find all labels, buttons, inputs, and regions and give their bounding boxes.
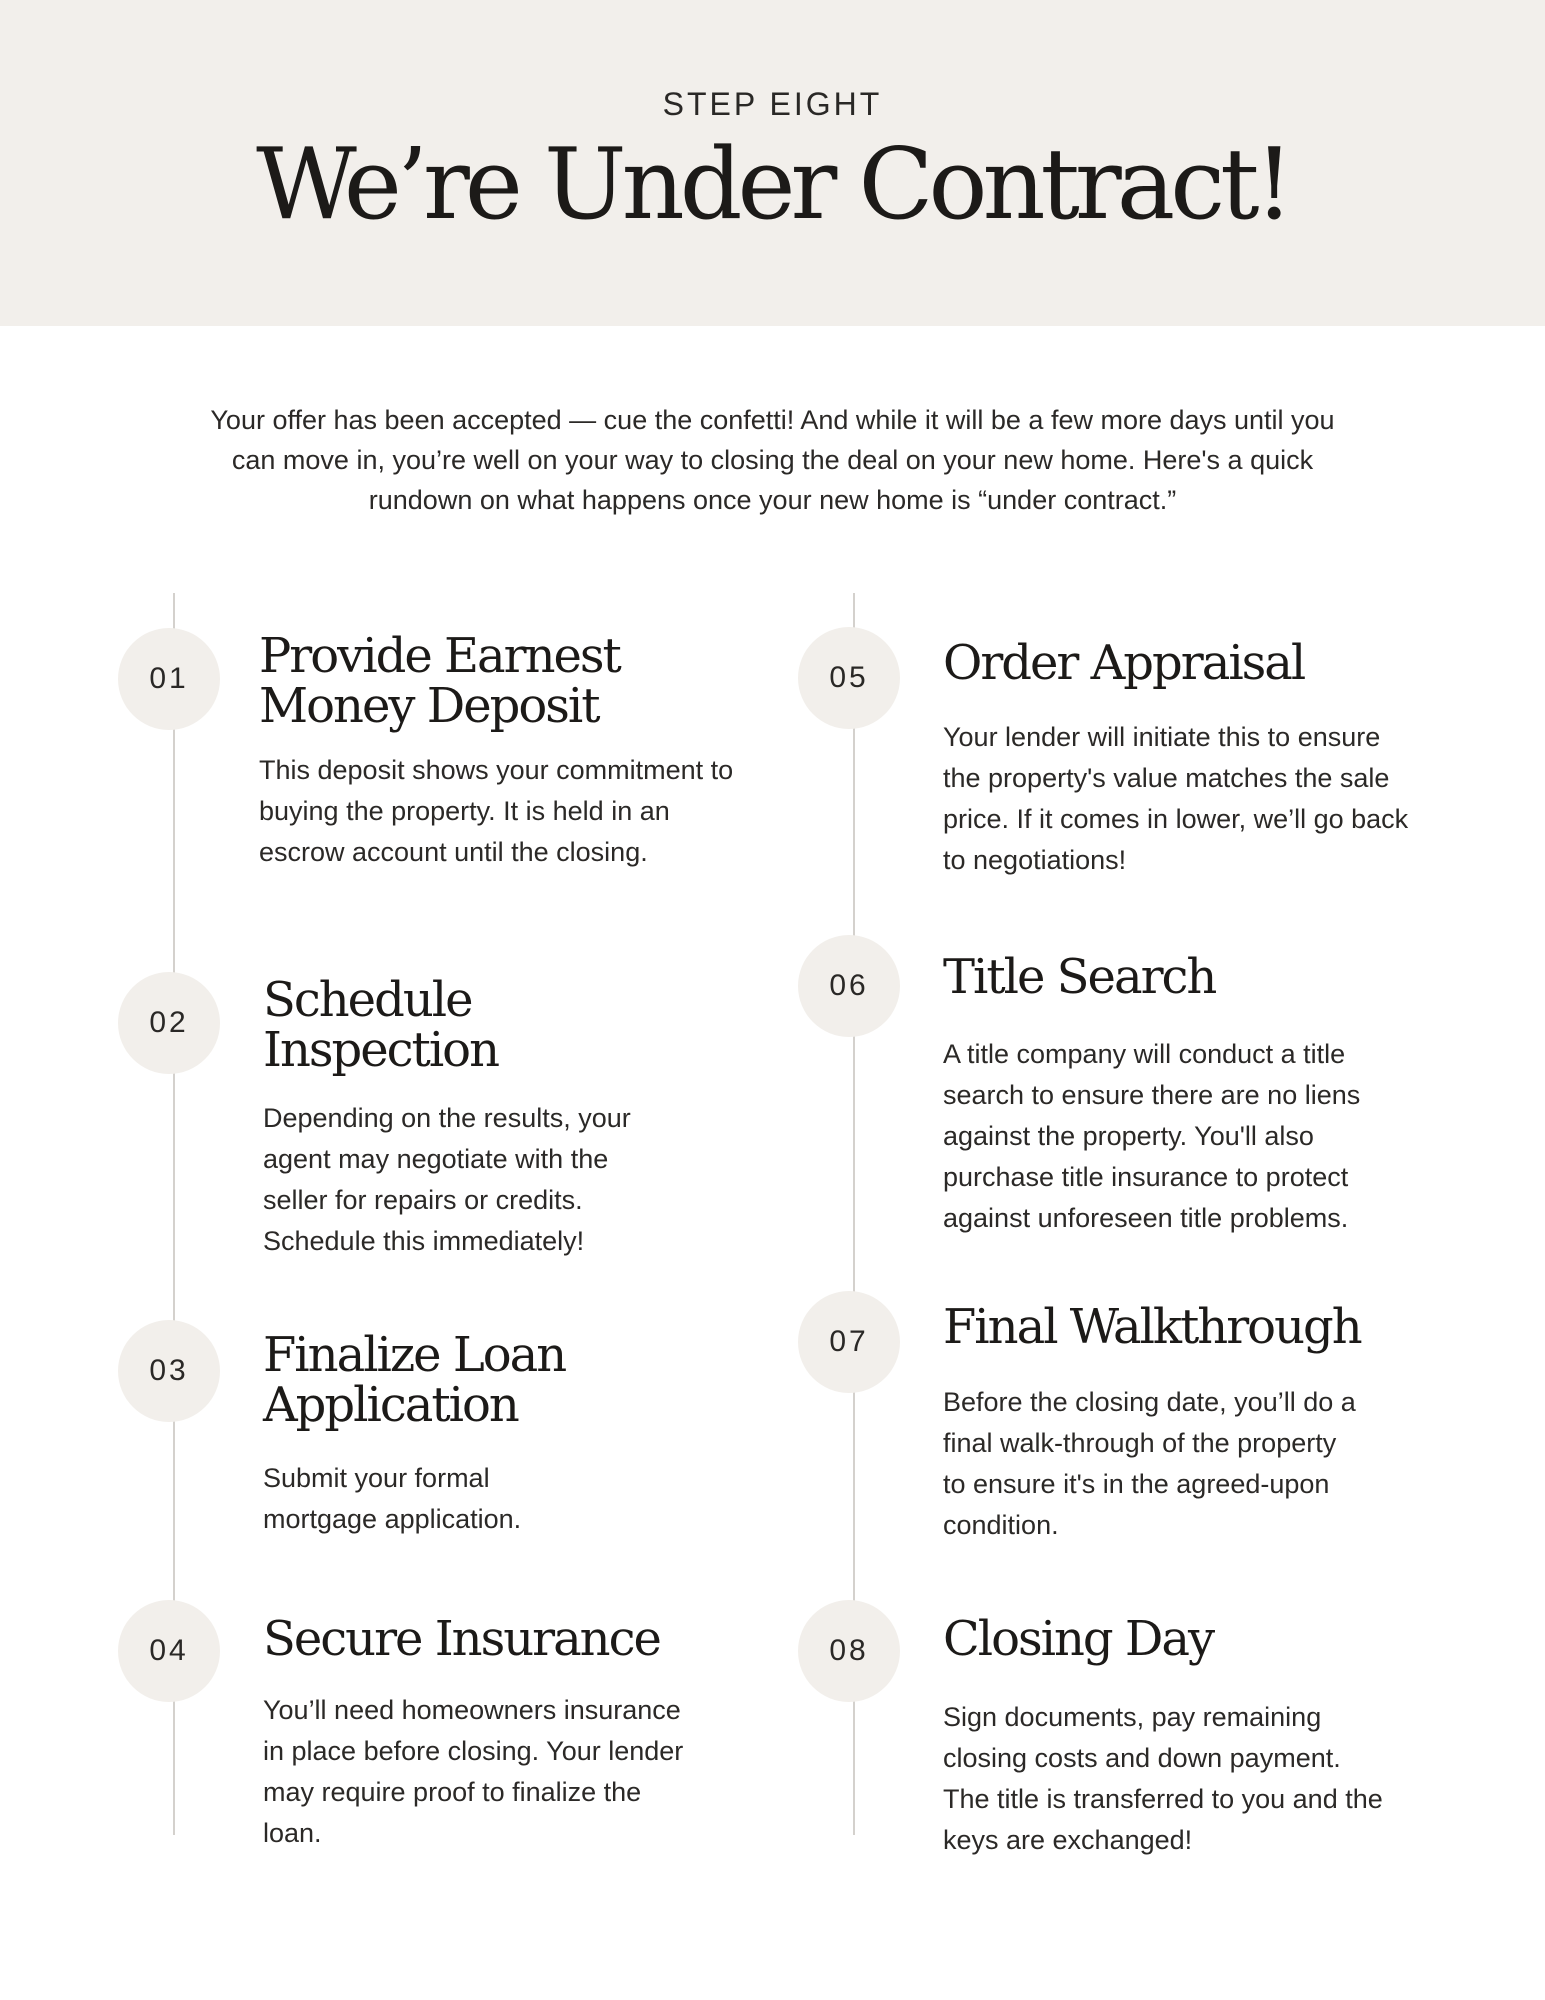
step-description: Depending on the results, your agent may negotiate with the seller for repairs or credits. Schedule this immediately! <box>263 1103 631 1256</box>
step-number-badge: 03 <box>118 1320 220 1422</box>
step-number-badge: 02 <box>118 972 220 1074</box>
intro-paragraph: Your offer has been accepted — cue the confetti! And while it will be a few more days until you can move in, you’re well on your way to closing the deal on your new home. Here's a quick rundown on what happens once your new home is “under contract.” <box>210 405 1335 515</box>
step-title: Final Walkthrough <box>943 1299 1361 1355</box>
step-number-badge: 07 <box>798 1291 900 1393</box>
step-description: You’ll need homeowners insurance in place before closing. Your lender may require proof to finalize the loan. <box>263 1695 684 1848</box>
step-number-badge: 06 <box>798 935 900 1037</box>
step-number-badge: 04 <box>118 1600 220 1702</box>
step-title: Order Appraisal <box>943 635 1305 691</box>
step-description: Sign documents, pay remaining closing costs and down payment. The title is transferred to you and the keys are exchanged! <box>943 1702 1383 1855</box>
step-title: Schedule Inspection <box>263 972 498 1078</box>
step-number-badge: 08 <box>798 1600 900 1702</box>
page-title: We’re Under Contract! <box>256 128 1289 242</box>
step-title: Provide Earnest Money Deposit <box>259 628 620 734</box>
step-title: Closing Day <box>943 1611 1214 1667</box>
step-eyebrow: STEP EIGHT <box>662 86 883 122</box>
step-description: Before the closing date, you’ll do a final walk-through of the property to ensure it's in the agreed-upon condition. <box>943 1387 1356 1540</box>
step-description: Submit your formal mortgage application. <box>263 1463 522 1534</box>
step-title: Secure Insurance <box>263 1611 660 1667</box>
step-title: Title Search <box>943 949 1216 1005</box>
step-number-badge: 05 <box>798 627 900 729</box>
step-description: This deposit shows your commitment to buying the property. It is held in an escrow account until the closing. <box>259 755 734 867</box>
step-description: Your lender will initiate this to ensure the property's value matches the sale price. If it comes in lower, we’ll go back to negotiations! <box>943 722 1409 875</box>
step-number-badge: 01 <box>118 628 220 730</box>
step-title: Finalize Loan Application <box>263 1327 566 1433</box>
step-description: A title company will conduct a title search to ensure there are no liens against the property. You'll also purchase title insurance to protect against unforeseen title problems. <box>943 1039 1361 1233</box>
